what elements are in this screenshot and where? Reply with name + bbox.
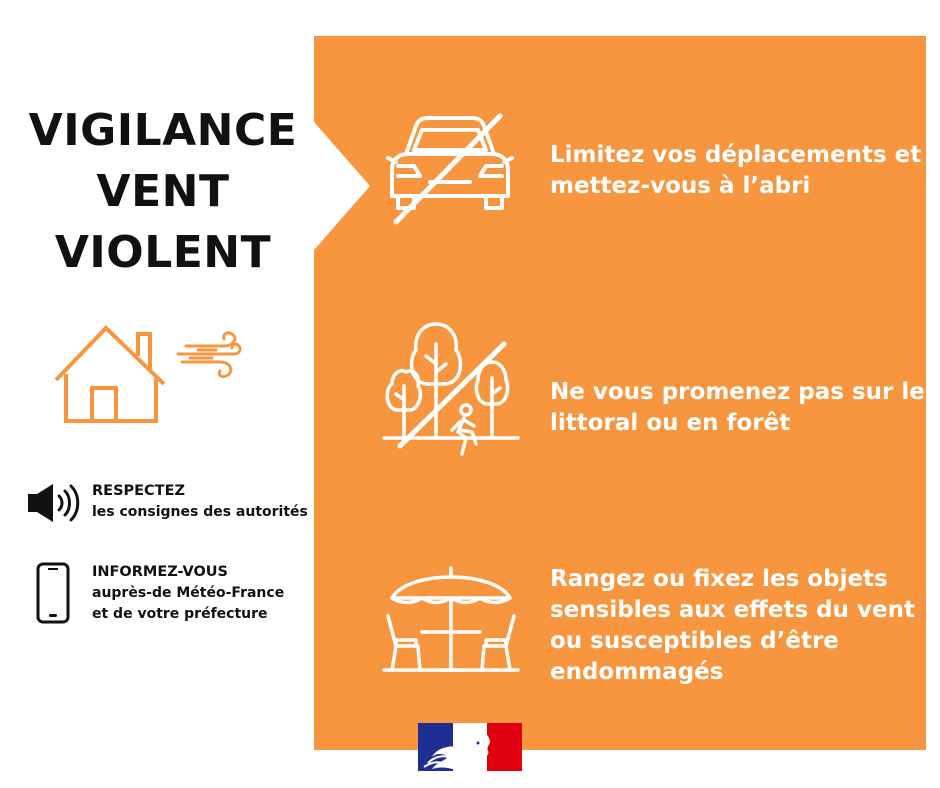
patio-umbrella-furniture-icon <box>382 566 520 674</box>
smartphone-icon <box>36 562 70 624</box>
advice-line: mettez-vous à l’abri <box>550 173 811 199</box>
advice-line: littoral ou en forêt <box>550 410 791 436</box>
notice-text-line-1: auprès-de Météo-France <box>92 585 285 601</box>
wind-icon <box>176 330 246 382</box>
title-line-2: VENT <box>96 166 230 217</box>
no-car-icon <box>380 110 520 228</box>
advice-line: Rangez ou fixez les objets <box>550 566 888 592</box>
notice-heading: INFORMEZ-VOUS <box>92 564 228 580</box>
notice-text: les consignes des autorités <box>92 504 308 520</box>
advice-line: ou susceptibles d’être <box>550 628 839 654</box>
no-forest-walk-icon <box>380 320 522 460</box>
marianne-logo <box>418 723 522 771</box>
advice-line: sensibles aux effets du vent <box>550 597 915 623</box>
advice-2-text <box>550 377 925 439</box>
notice-text-line-2: et de votre préfecture <box>92 606 268 622</box>
title-line-3: VIOLENT <box>54 227 272 278</box>
advice-line: endommagés <box>550 659 724 685</box>
advice-3-text <box>550 564 915 688</box>
advice-1-text <box>550 140 922 202</box>
notice-heading: RESPECTEZ <box>92 483 185 499</box>
loudspeaker-icon <box>26 482 82 524</box>
page-title <box>28 100 298 283</box>
title-line-1: VIGILANCE <box>28 105 298 156</box>
advice-line: Limitez vos déplacements et <box>550 142 922 168</box>
house-icon <box>52 318 172 428</box>
notice-informez <box>92 562 284 625</box>
notice-respectez <box>92 481 308 523</box>
advice-line: Ne vous promenez pas sur le <box>550 379 925 405</box>
